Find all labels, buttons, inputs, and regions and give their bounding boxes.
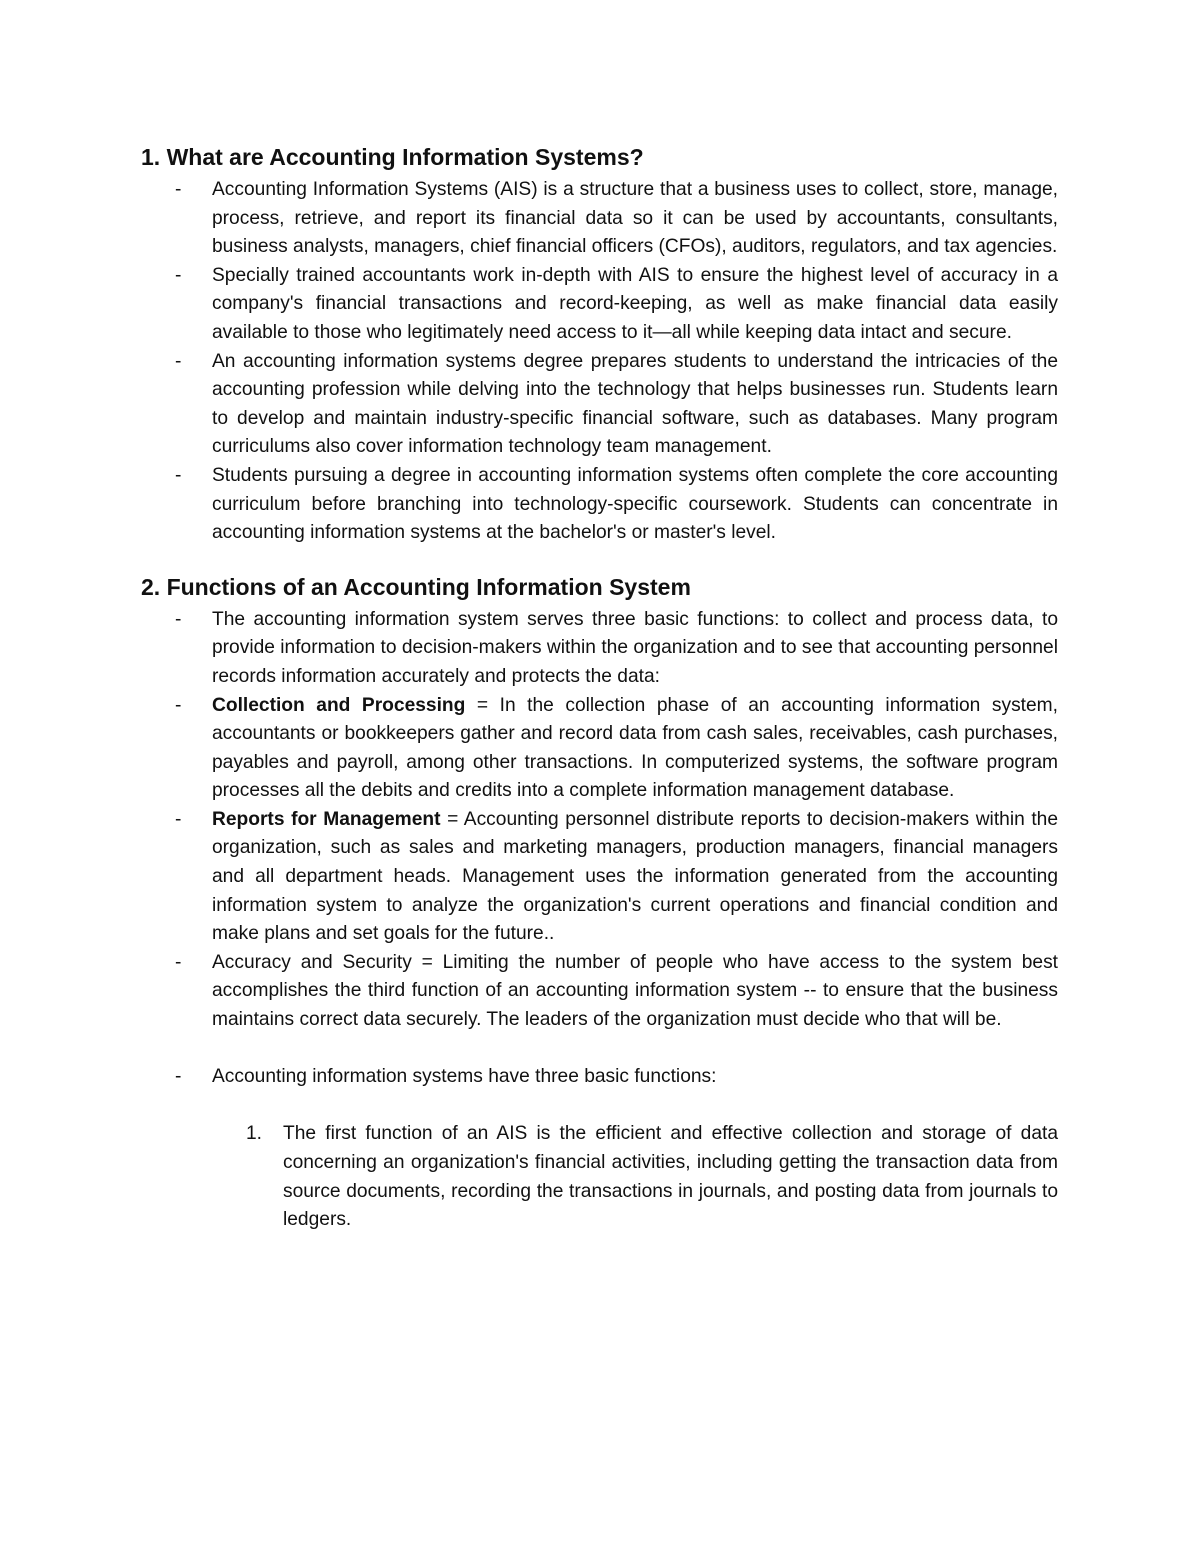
function-text: = Accounting personnel distribute reports to decision-makers within the organization, such as sales and marketing managers, production managers, financial managers and all department heads. Management uses the information generated from the accounting information system to analyze the organization's current operations and financial condition and make plans and set goals for the future..: [212, 808, 1058, 945]
list-item-text: Accounting information systems have three basic functions:: [212, 1066, 717, 1088]
list-item: [141, 806, 1058, 949]
list-item: [141, 462, 1058, 548]
function-text: = In the collection phase of an accounting information system, accountants or bookkeepers gather and record data from cash sales, receivables, cash purchases, payables and payroll, among other transactions. In computerized systems, the software program processes all the debits and credits into a complete information management database.: [212, 694, 1058, 802]
numbered-item: [141, 1120, 1058, 1234]
bullet-list: [141, 606, 1058, 1092]
list-item-text: The accounting information system serves three basic functions: to collect and process data, to provide information to decision-makers within the organization and to see that accounting personnel records information accurately and protects the data:: [212, 608, 1058, 687]
function-text: Accuracy and Security = Limiting the number of people who have access to the system best accomplishes the third function of an accounting information system -- to ensure that the business maintains correct data securely. The leaders of the organization must decide who that will be.: [212, 951, 1058, 1031]
list-item-text: Specially trained accountants work in-depth with AIS to ensure the highest level of accuracy in a company's financial transactions and record-keeping, as well as make financial data easily available to those who legitimately need access to it—all while keeping data intact and secure.: [212, 264, 1058, 343]
list-item-text: Accounting Information Systems (AIS) is a structure that a business uses to collect, store, manage, process, retrieve, and report its financial data so it can be used by accountants, consultants, business analysts, managers, chief financial officers (CFOs), auditors, regulators, and tax agencies.: [212, 179, 1058, 258]
dash-bullet-icon: -: [175, 264, 182, 286]
section-heading: 2. Functions of an Accounting Information System: [141, 573, 691, 600]
list-item: [141, 1063, 1058, 1092]
list-item: [141, 262, 1058, 348]
list-item: [141, 949, 1058, 1035]
function-term: Collection and Processing: [212, 694, 466, 716]
dash-bullet-icon: -: [175, 808, 182, 830]
dash-bullet-icon: -: [175, 694, 182, 716]
list-item: [141, 606, 1058, 692]
section-what-is-ais: [141, 138, 1058, 548]
list-item: [141, 176, 1058, 262]
bullet-list: [141, 176, 1058, 548]
dash-bullet-icon: -: [175, 464, 182, 486]
document-content: [141, 138, 1058, 1235]
section-functions: [141, 568, 1058, 1235]
function-term: Reports for Management: [212, 808, 441, 830]
numbered-item-text: The first function of an AIS is the efficient and effective collection and storage of data concerning an organization's financial activities, including getting the transaction data from source documents, recording the transactions in journals, and posting data from journals to ledgers.: [283, 1123, 1058, 1231]
dash-bullet-icon: -: [175, 951, 182, 973]
section-heading: 1. What are Accounting Information Systems?: [141, 144, 644, 170]
item-number: 1.: [246, 1123, 263, 1145]
dash-bullet-icon: -: [175, 608, 182, 630]
dash-bullet-icon: -: [175, 1066, 182, 1088]
list-item-text: An accounting information systems degree prepares students to understand the intricacies of the accounting profession while delving into the technology that helps businesses run. Students learn to develop and maintain industry-specific financial software, such as databases. Many program curriculums also cover information technology team management.: [212, 350, 1058, 458]
dash-bullet-icon: -: [175, 350, 182, 372]
list-item: [141, 348, 1058, 462]
dash-bullet-icon: -: [175, 179, 182, 200]
numbered-list: [141, 1120, 1058, 1234]
list-item-text: Students pursuing a degree in accounting information systems often complete the core accounting curriculum before branching into technology-specific coursework. Students can concentrate in accounting information systems at the bachelor's or master's level.: [212, 464, 1058, 544]
list-item: [141, 692, 1058, 806]
